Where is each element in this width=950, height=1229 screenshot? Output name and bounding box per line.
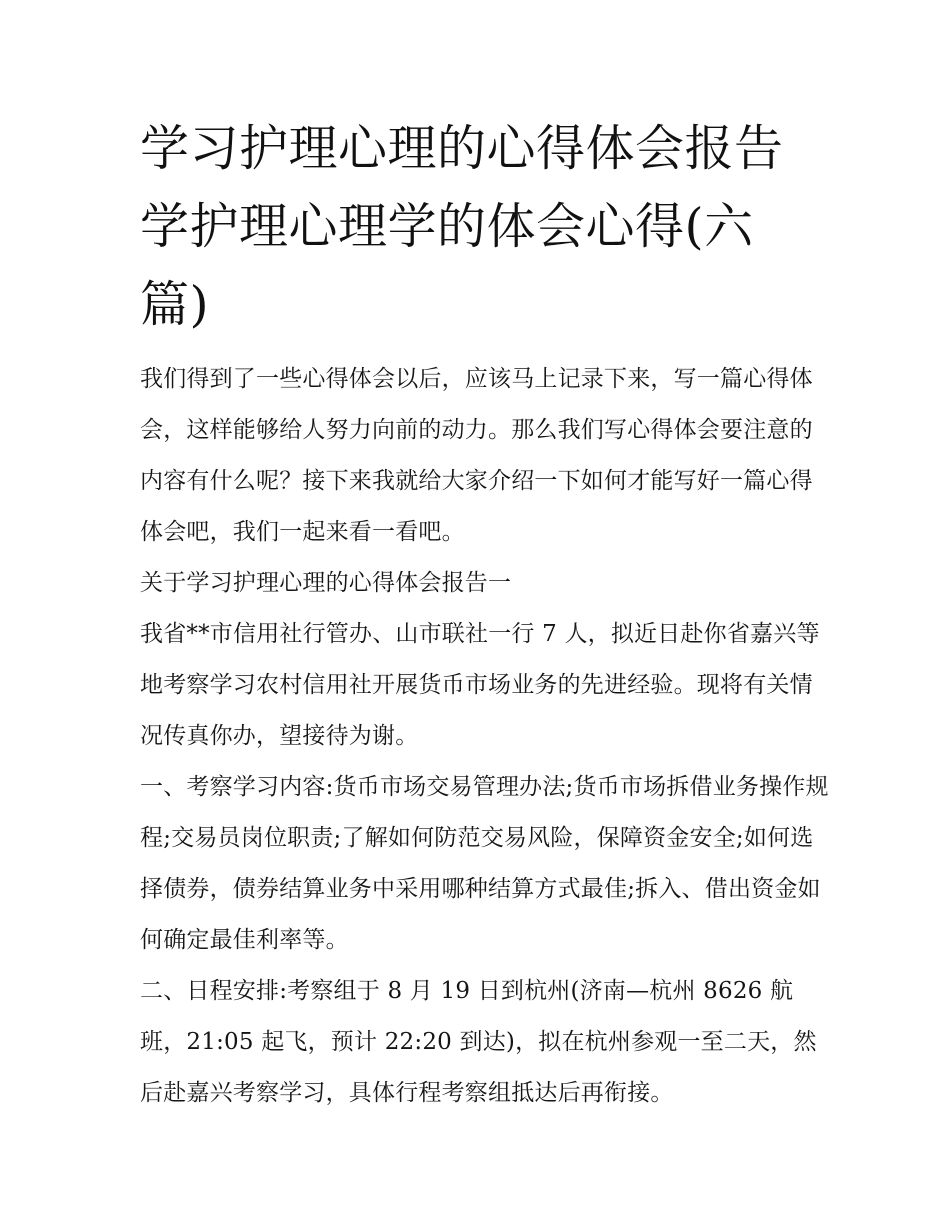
intro-paragraph: 我们得到了一些心得体会以后，应该马上记录下来，写一篇心得体会，这样能够给人努力向前的动力。那么我们写心得体会要注意的内容有什么呢？接下来我就给大家介绍一下如何才能写好一篇心得体会吧，我们一起来看一看吧。	[140, 366, 813, 545]
body-paragraph: 一、考察学习内容:货币市场交易管理办法;货币市场拆借业务操作规程;交易员岗位职责;了解如何防范交易风险，保障资金安全;如何选择债券，债券结算业务中采用哪种结算方式最佳;拆入、借出资金如何确定最佳利率等。	[140, 774, 829, 953]
section-heading: 关于学习护理心理的心得体会报告一	[140, 570, 512, 596]
document-body	[140, 354, 830, 1119]
body-paragraph: 我省**市信用社行管办、山市联社一行 7 人，拟近日赴你省嘉兴等地考察学习农村信用社开展货币市场业务的先进经验。现将有关情况传真你办，望接待为谢。	[140, 621, 820, 749]
document-title: 学习护理心理的心得体会报告 学护理心理学的体会心得(六篇)	[140, 120, 784, 333]
body-paragraph: 二、日程安排:考察组于 8 月 19 日到杭州(济南—杭州 8626 航班，21:05 起飞，预计 22:20 到达)，拟在杭州参观一至二天，然后赴嘉兴考察学习，具体行程考察组抵达后再衔接。	[140, 978, 817, 1106]
